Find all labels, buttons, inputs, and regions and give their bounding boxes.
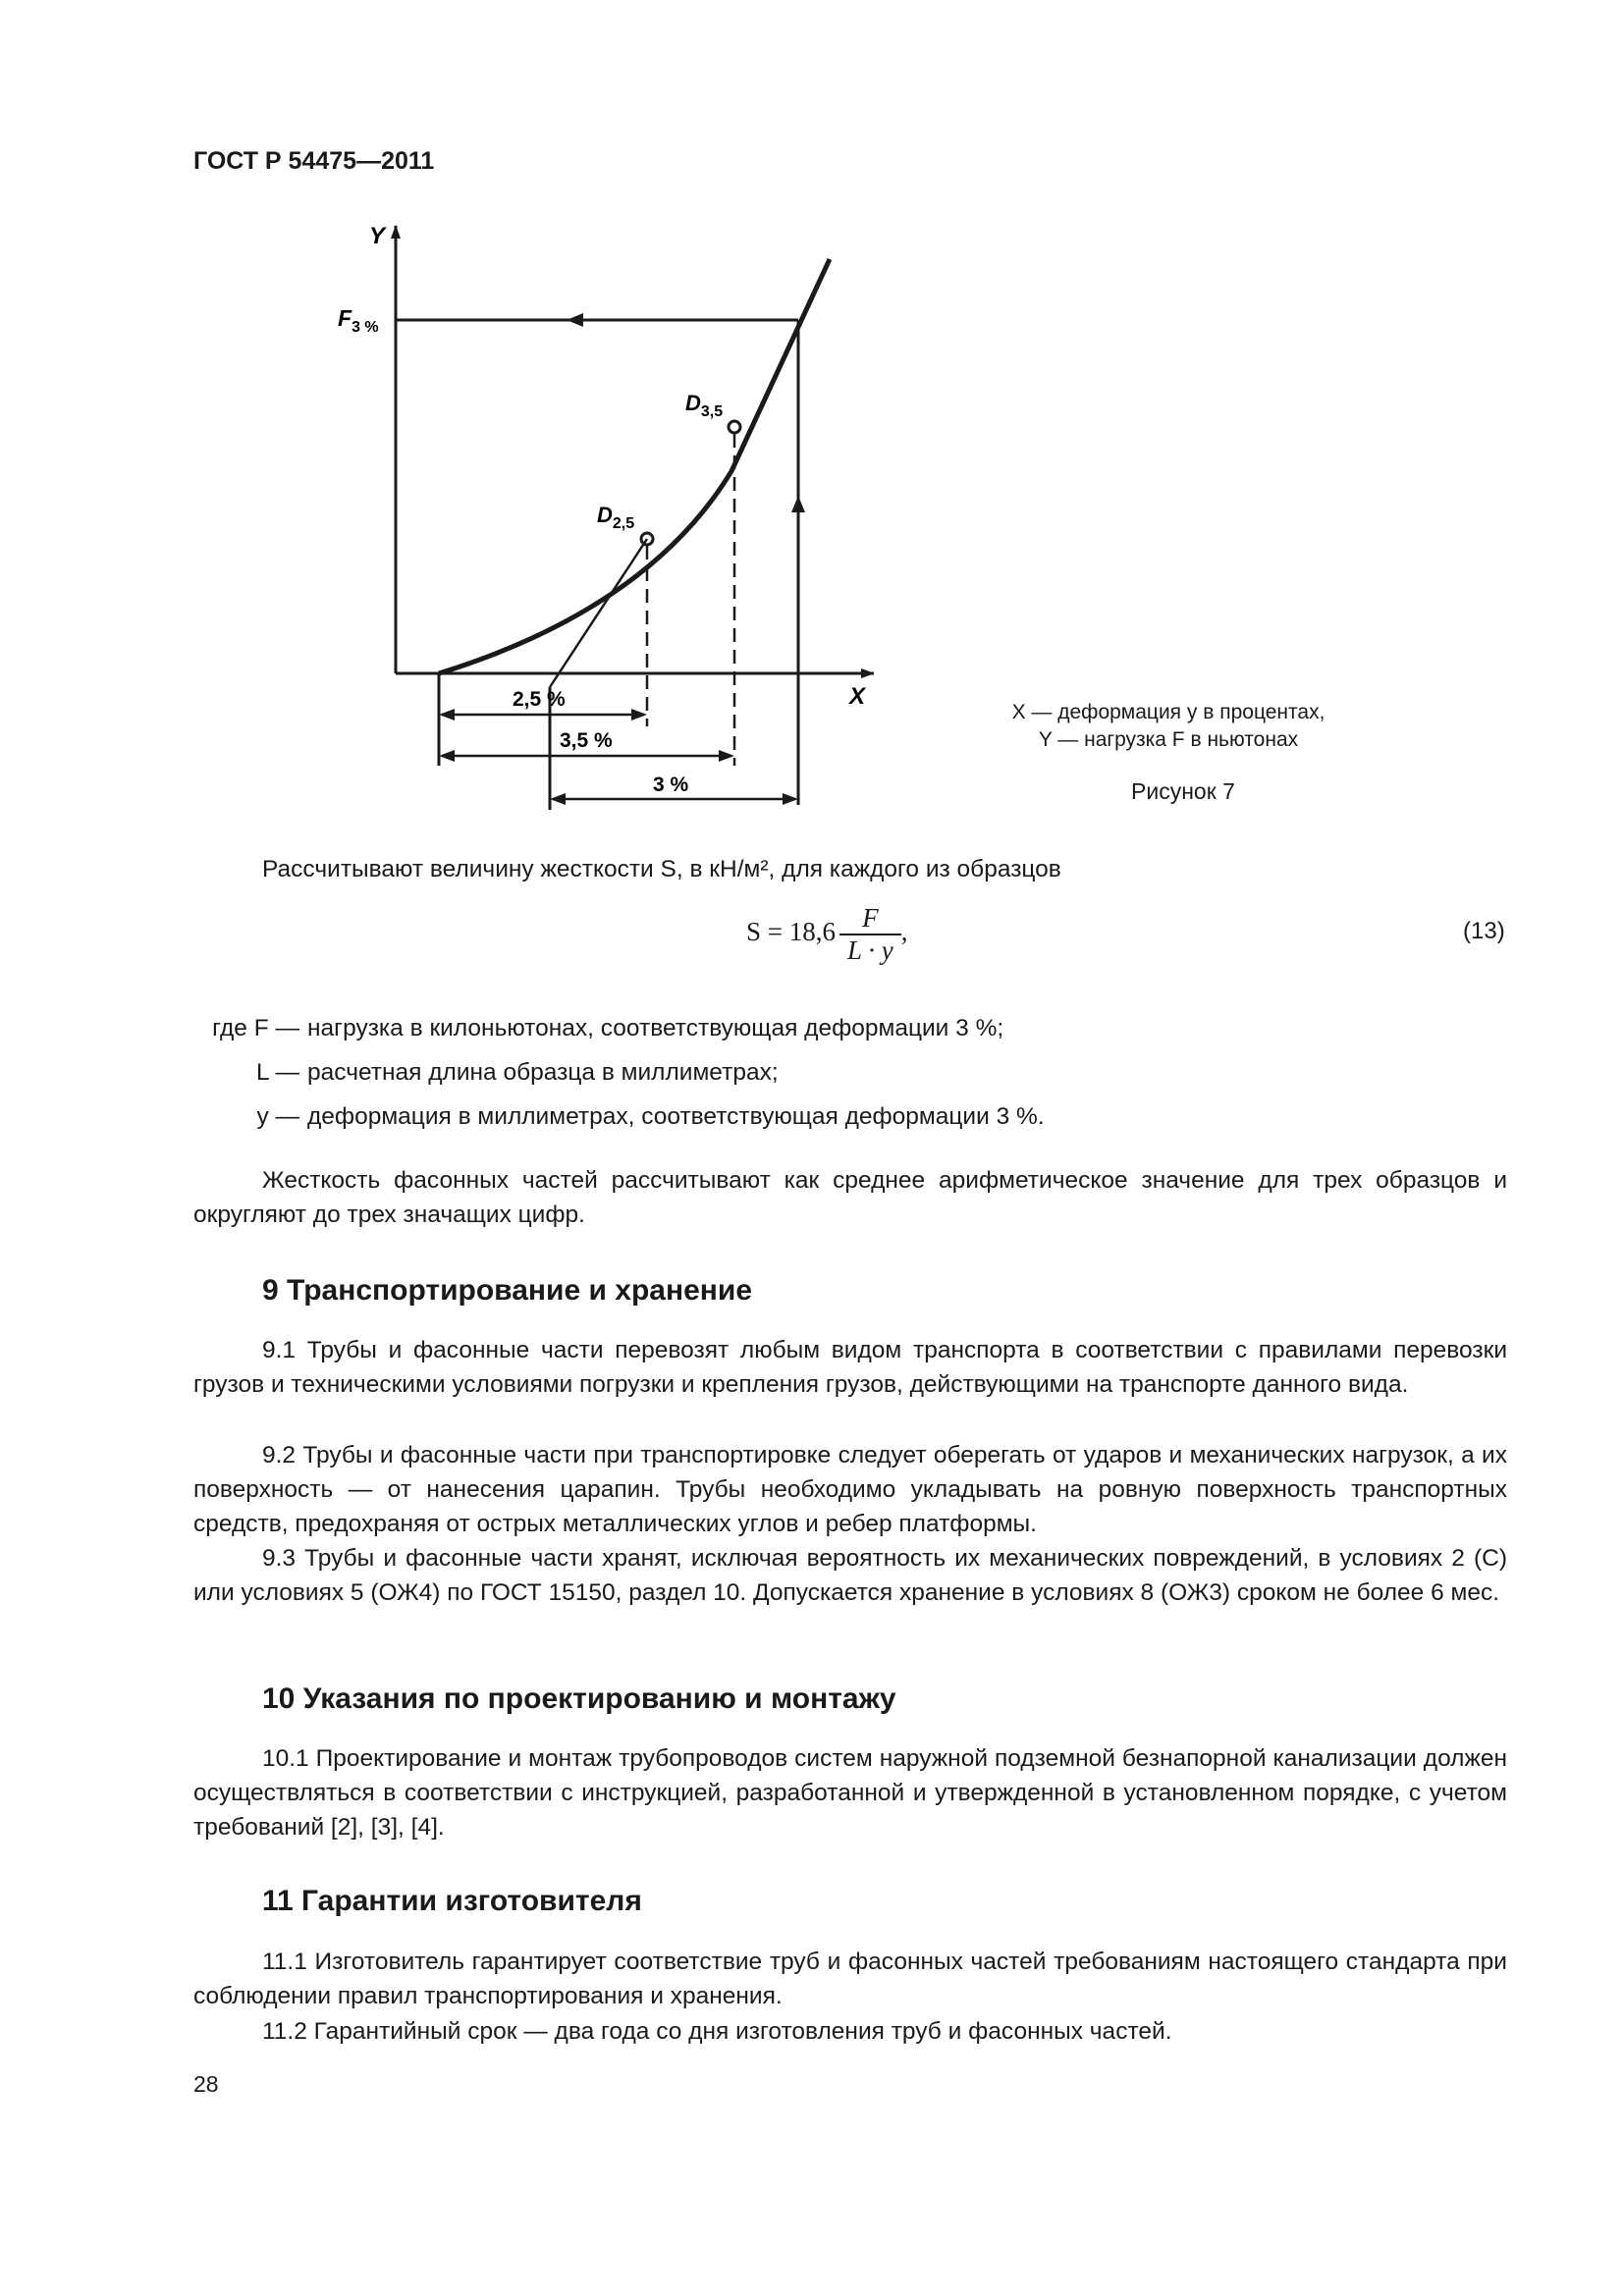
d35-label: $D_{3,5}$ xyxy=(685,391,724,420)
definition-text: деформация в миллиметрах, соответствующая деформации 3 %. xyxy=(307,1103,1045,1130)
section-9-p3: 9.3 Трубы и фасонные части хранят, исключая вероятность их механических повреждений, в условиях 2 (С) или условиях 5 (ОЖ4) по ГОСТ 15150, раздел 10. Допускается хранение в условиях 8 (ОЖ3) сроком не более 6 мес. xyxy=(193,1545,1507,1606)
section-9-p1: 9.1 Трубы и фасонные части перевозят любым видом транспорта в соответствии с правилами перевозки грузов и техническими условиями погрузки и крепления грузов, действующими на транспорте данного вида. xyxy=(193,1337,1507,1398)
definition-symbol: где F — xyxy=(212,1015,299,1041)
section-11-p2: 11.2 Гарантийный срок — два года со дня изготовления труб и фасонных частей. xyxy=(262,2018,1172,2045)
figure-caption: Рисунок 7 xyxy=(1131,778,1235,804)
equation-number: (13) xyxy=(1463,918,1505,944)
definition-text: нагрузка в килоньютонах, соответствующая деформации 3 %; xyxy=(307,1015,1004,1041)
section-10-heading: 10 Указания по проектированию и монтажу xyxy=(262,1682,896,1715)
dim-2-5-label: 2,5 % xyxy=(513,688,566,711)
formula-denominator: L · y xyxy=(847,935,893,965)
intro-paragraph: Рассчитывают величину жесткости S, в кН/м², для каждого из образцов xyxy=(262,856,1061,882)
definition-symbol: y — xyxy=(256,1103,299,1130)
section-11-p1: 11.1 Изготовитель гарантирует соответствие труб и фасонных частей требованиям настоящего стандарта при соблюдении правил транспортирования и хранения. xyxy=(193,1949,1507,2009)
stiffness-paragraph: Жесткость фасонных частей рассчитывают как среднее арифметическое значение для трех образцов и округляют до трех значащих цифр. xyxy=(193,1167,1507,1228)
dim-3-label: 3 % xyxy=(653,774,689,796)
legend-y: Y — нагрузка F в ньютонах xyxy=(1038,728,1299,751)
x-axis-label: X xyxy=(849,683,866,710)
definition-row xyxy=(196,1050,1276,1095)
section-9-heading: 9 Транспортирование и хранение xyxy=(262,1274,753,1307)
secant-line xyxy=(550,539,647,687)
d25-label: $D_{2,5}$ xyxy=(597,503,635,532)
definition-row xyxy=(196,1095,1276,1139)
definition-symbol: L — xyxy=(255,1059,299,1086)
formula-tail: , xyxy=(900,917,908,947)
formula-13 xyxy=(746,903,908,966)
figure-7-diagram xyxy=(324,216,874,825)
page-number: 28 xyxy=(193,2071,219,2097)
point-d35 xyxy=(729,421,740,433)
section-11-heading: 11 Гарантии изготовителя xyxy=(262,1885,642,1917)
document-header: ГОСТ Р 54475—2011 xyxy=(193,147,435,175)
y-axis-label: Y xyxy=(369,223,386,249)
section-9-p2: 9.2 Трубы и фасонные части при транспортировке следует оберегать от ударов и механических нагрузок, а их поверхность — от нанесения царапин. Трубы необходимо укладывать на ровную поверхность транспортных средств, предохраняя от острых металлических углов и ребер платформы. xyxy=(193,1442,1507,1537)
section-10-p1: 10.1 Проектирование и монтаж трубопроводов систем наружной подземной безнапорной канализации должен осуществляться в соответствии с инструкцией, разработанной и утвержденной в установленном порядке, с учетом требований [2], [3], [4]. xyxy=(193,1745,1507,1841)
definitions-list xyxy=(196,1006,1276,1139)
f-label: $F_{3 \%}$ xyxy=(338,305,379,336)
figure-legend xyxy=(962,699,1375,754)
definition-text: расчетная длина образца в миллиметрах; xyxy=(307,1059,779,1086)
formula-lhs: S = 18,6 xyxy=(746,917,836,947)
dim-3-5-label: 3,5 % xyxy=(560,729,613,752)
formula-numerator: F xyxy=(839,903,901,935)
legend-x: X — деформация y в процентах, xyxy=(1011,701,1325,723)
definition-row xyxy=(196,1006,1276,1050)
